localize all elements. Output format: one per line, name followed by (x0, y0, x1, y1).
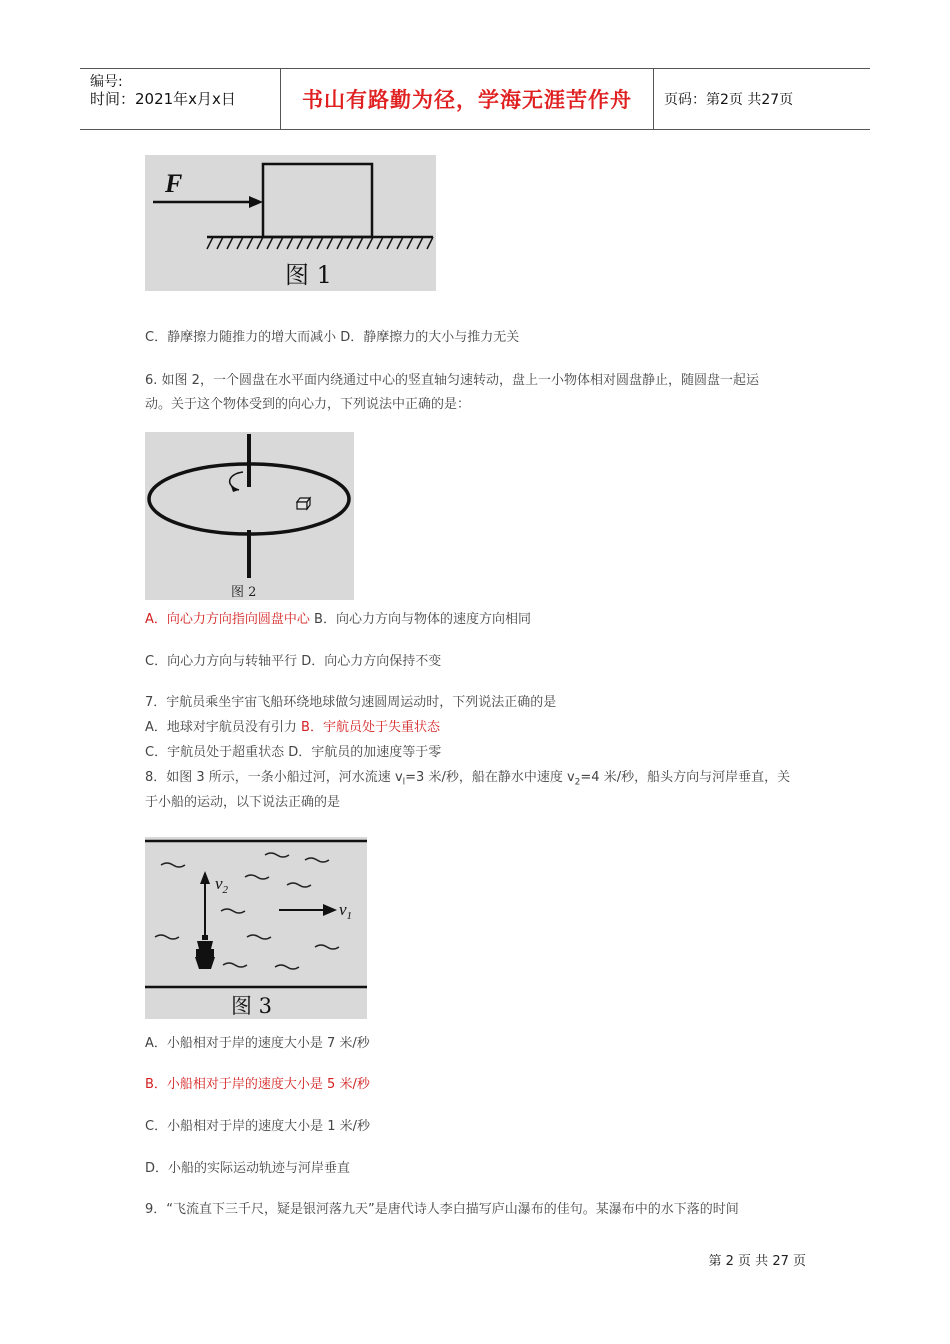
q8-option-c: C．小船相对于岸的速度大小是 1 米/秒 (145, 1119, 370, 1134)
number-label: 编号: (90, 74, 123, 90)
q6-option-b: B．向心力方向与物体的速度方向相同 (309, 612, 531, 627)
q8-option-b: B．小船相对于岸的速度大小是 5 米/秒 (145, 1077, 370, 1092)
q7-options-ab (145, 716, 440, 735)
header-motto-cell (281, 69, 654, 129)
q8-stem-part-a: 8．如图 3 所示，一条小船过河，河水流速 v (145, 770, 403, 785)
q8-stem-sub-1: l (402, 777, 406, 788)
q7-options-cd: C．宇航员处于超重状态 D．宇航员的加速度等于零 (145, 745, 442, 760)
v2-subscript: 2 (222, 884, 229, 896)
q9-stem-line1: 9．“飞流直下三千尺，疑是银河落九天”是唐代诗人李白描写庐山瀑布的佳句。某瀑布中的水下落的时间 (145, 1202, 739, 1217)
q8-stem-part-c: =4 米/秒，船头方向与河岸垂直，关 (580, 770, 791, 785)
figure-1-caption: 图 1 (285, 261, 332, 289)
figure-3-v1-label (339, 900, 352, 922)
header-meta-cell (80, 69, 281, 129)
time-label: 时间：2021年x月x日 (90, 90, 236, 108)
q8-stem-line1 (145, 766, 790, 788)
figure-1-drawing (145, 155, 436, 291)
q8-stem-line2: 于小船的运动，以下说法正确的是 (145, 795, 341, 810)
page-header (80, 68, 870, 130)
q6-stem-line2: 动。关于这个物体受到的向心力，下列说法中正确的是： (145, 397, 471, 412)
q8-stem-sub-2: 2 (574, 777, 581, 788)
q7-option-a: A．地球对宇航员没有引力 (145, 720, 302, 735)
header-page-info: 页码：第2页 共27页 (664, 92, 794, 108)
v2-symbol: v (215, 874, 223, 893)
q7-option-b: B．宇航员处于失重状态 (301, 720, 440, 735)
figure-3 (145, 837, 367, 1019)
q5-options-cd: C．静摩擦力随推力的增大而减小 D．静摩擦力的大小与推力无关 (145, 330, 520, 345)
q6-stem-line1: 6. 如图 2，一个圆盘在水平面内绕通过中心的竖直轴匀速转动，盘上一小物体相对圆盘静止，随圆盘一起运 (145, 373, 759, 388)
figure-1 (145, 155, 436, 291)
q7-stem: 7．宇航员乘坐宇宙飞船环绕地球做匀速圆周运动时，下列说法正确的是 (145, 695, 557, 710)
q6-options-cd: C．向心力方向与转轴平行 D．向心力方向保持不变 (145, 654, 442, 669)
q8-option-a: A．小船相对于岸的速度大小是 7 米/秒 (145, 1036, 370, 1051)
figure-2-caption: 图 2 (231, 585, 257, 600)
v1-subscript: 1 (346, 910, 353, 922)
figure-3-caption: 图 3 (231, 994, 273, 1018)
figure-3-v2-label (215, 874, 229, 896)
motto: 书山有路勤为径，学海无涯苦作舟 (302, 88, 632, 112)
force-label: F (165, 169, 183, 198)
v1-symbol: v (339, 900, 347, 919)
q6-options-ab (145, 608, 531, 627)
figure-2-drawing (145, 432, 354, 600)
header-page-cell (654, 69, 870, 129)
footer-page-info: 第 2 页 共 27 页 (708, 1254, 806, 1269)
figure-3-drawing (145, 837, 367, 1019)
figure-2 (145, 432, 354, 600)
q8-option-d: D．小船的实际运动轨迹与河岸垂直 (145, 1161, 351, 1176)
q8-stem-part-b: =3 米/秒，船在静水中速度 v (405, 770, 575, 785)
q6-option-a: A．向心力方向指向圆盘中心 (145, 612, 310, 627)
